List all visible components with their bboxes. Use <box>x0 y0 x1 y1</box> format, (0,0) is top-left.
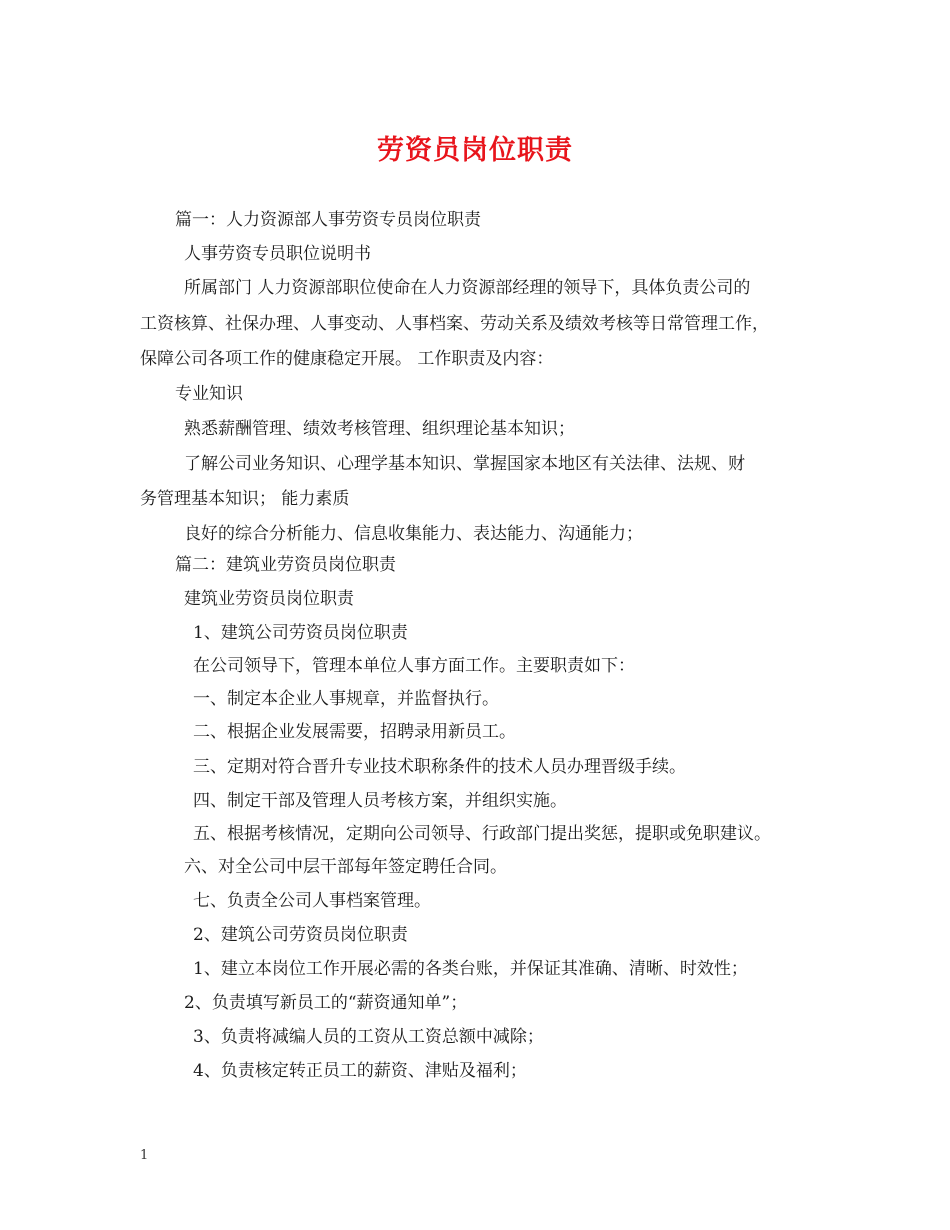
text-line: 二、根据企业发展需要，招聘录用新员工。 <box>193 722 516 742</box>
text-line: 2、负责填写新员工的“薪资通知单”； <box>184 993 468 1013</box>
text-line: 人事劳资专员职位说明书 <box>184 244 371 264</box>
page-title: 劳资员岗位职责 <box>377 135 573 166</box>
text-line: 三、定期对符合晋升专业技术职称条件的技术人员办理晋级手续。 <box>193 757 686 777</box>
text-line: 所属部门 人力资源部职位使命在人力资源部经理的领导下，具体负责公司的 <box>184 278 751 298</box>
text-line: 七、负责全公司人事档案管理。 <box>193 891 431 911</box>
text-line: 工资核算、社保办理、人事变动、人事档案、劳动关系及绩效考核等日常管理工作， <box>140 314 769 334</box>
text-line: 六、对全公司中层干部每年签定聘任合同。 <box>184 857 507 877</box>
text-line: 保障公司各项工作的健康稳定开展。 工作职责及内容： <box>140 349 554 369</box>
text-line: 1、建筑公司劳资员岗位职责 <box>193 623 408 643</box>
text-line: 良好的综合分析能力、信息收集能力、表达能力、沟通能力； <box>184 524 643 544</box>
text-line: 务管理基本知识； 能力素质 <box>140 489 350 509</box>
text-line: 1、建立本岗位工作开展必需的各类台账，并保证其准确、清晰、时效性； <box>193 959 748 979</box>
text-line: 了解公司业务知识、心理学基本知识、掌握国家本地区有关法律、法规、财 <box>184 454 745 474</box>
text-line: 3、负责将减编人员的工资从工资总额中减除； <box>193 1027 544 1047</box>
text-line: 2、建筑公司劳资员岗位职责 <box>193 925 408 945</box>
text-line: 五、根据考核情况，定期向公司领导、行政部门提出奖惩，提职或免职建议。 <box>193 824 771 844</box>
text-line: 建筑业劳资员岗位职责 <box>184 589 354 609</box>
page-number: 1 <box>140 1148 149 1163</box>
text-line: 专业知识 <box>175 384 243 404</box>
text-line: 篇二：建筑业劳资员岗位职责 <box>175 555 396 575</box>
text-line: 篇一：人力资源部人事劳资专员岗位职责 <box>175 210 481 230</box>
text-line: 4、负责核定转正员工的薪资、津贴及福利； <box>193 1061 527 1081</box>
text-line: 熟悉薪酬管理、绩效考核管理、组织理论基本知识； <box>184 419 575 439</box>
text-line: 一、制定本企业人事规章，并监督执行。 <box>193 689 499 709</box>
text-line: 四、制定干部及管理人员考核方案，并组织实施。 <box>193 791 567 811</box>
text-line: 在公司领导下，管理本单位人事方面工作。主要职责如下： <box>193 656 635 676</box>
